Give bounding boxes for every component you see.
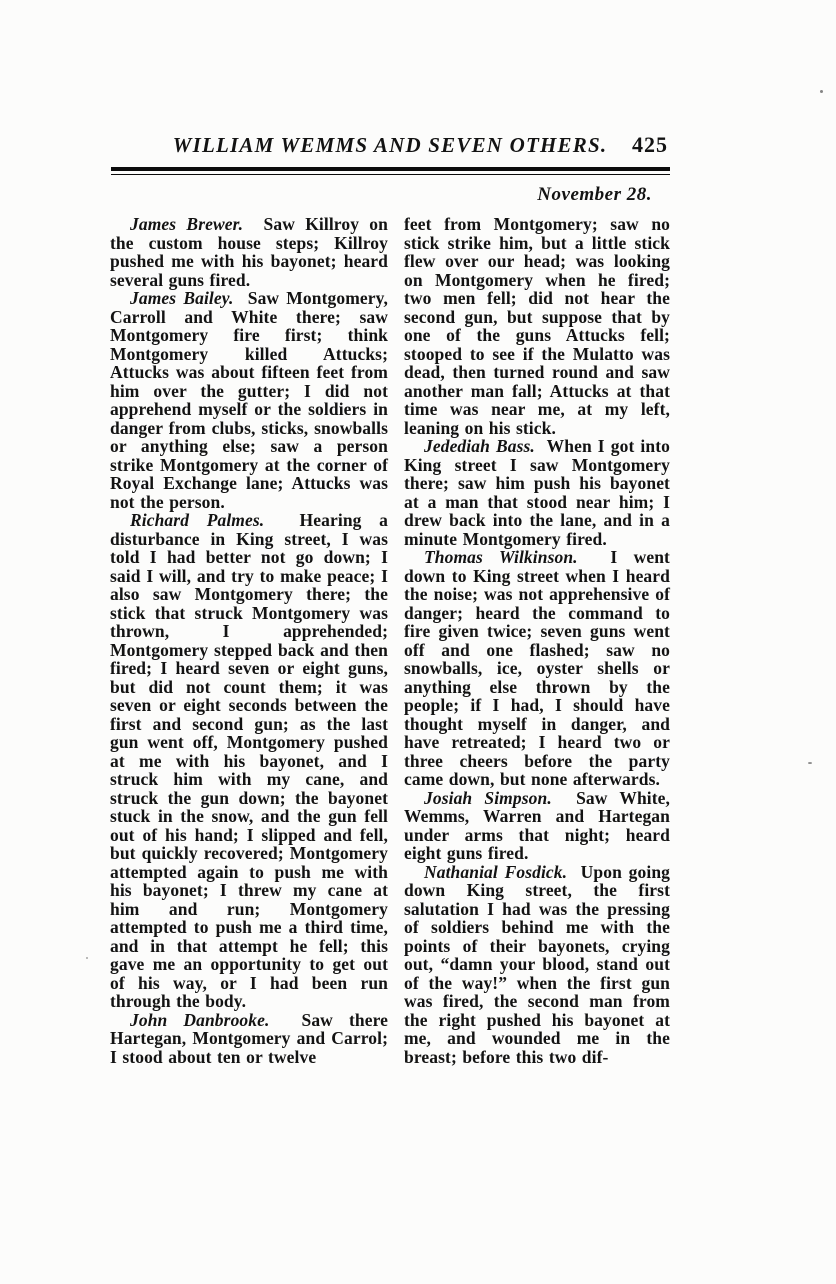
testimony-paragraph: James Brewer. Saw Killroy on the custom house steps; Killroy pushed me with his bayonet; heard several guns fired. (110, 214, 388, 290)
testimony-paragraph: John Danbrooke. Saw there Hartegan, Montgomery and Carrol; I stood about ten or twelve (110, 1009, 388, 1067)
running-header (110, 133, 670, 163)
header-rule (111, 167, 670, 175)
witness-name: James Brewer. (130, 214, 244, 234)
witness-name: James Bailey. (130, 288, 234, 308)
testimony-paragraph: Josiah Simpson. Saw White, Wemms, Warren and Hartegan under arms that night; heard eight guns fired. (404, 787, 671, 863)
witness-name: John Danbrooke. (130, 1009, 270, 1030)
witness-name: Richard Palmes. (130, 510, 265, 530)
witness-name: Josiah Simpson. (424, 787, 552, 808)
witness-name: Thomas Wilkinson. (424, 547, 578, 567)
scan-speck (820, 90, 823, 93)
testimony-paragraph: James Bailey. Saw Montgomery, Carroll and White there; saw Montgomery fire first; think Montgomery killed Attucks; Attucks was about fifteen feet from him over the gutter; I did not apprehend myself or the soldiers in danger from clubs, sticks, snowballs or anything else; saw a person strike Montgomery at the corner of Royal Exchange lane; Attucks was not the person. (110, 288, 389, 512)
testimony-paragraph: feet from Montgomery; saw no stick strike him, but a little stick flew over our head; was looking on Montgomery when he fired; two men fell; did not hear the second gun, but suppose that by one of the guns Attucks fell; stooped to see if the Mulatto was dead, then turned round and saw another man fall; Attucks at that time was near me, at my left, leaning on his stick. (404, 214, 670, 438)
left-column (110, 215, 388, 1066)
page-title: WILLIAM WEMMS AND SEVEN OTHERS. (172, 133, 608, 157)
scan-speck (808, 762, 812, 764)
testimony-paragraph: Richard Palmes. Hearing a disturbance in King street, I was told I had better not go down; I said I will, and try to make peace; I also saw Montgomery there; the stick that struck Montgomery was thrown, I apprehended; Montgomery stepped back and then fired; I heard seven or eight guns, but did not count them; it was seven or eight seconds between the first and second gun; as the last gun went off, Montgomery pushed at me with his bayonet, and I struck him with my cane, and struck the gun down; the bayonet stuck in the snow, and the gun fell out of his hand; I slipped and fell, but quickly recovered; Montgomery attempted again to push me with his bayonet; I threw my cane at him and run; Montgomery attempted to push me a third time, and in that attempt he fell; this gave me an opportunity to get out of his way, or I had been run through the body. (110, 510, 388, 1011)
date-heading: November 28. (537, 184, 652, 205)
witness-name: Jedediah Bass. (424, 436, 535, 456)
testimony-paragraph: Nathanial Fosdick. Upon going down King street, the first salutation I had was the pressing of soldiers behind me with the points of their bayonets, crying out, “damn your blood, stand out of the way!” when the first gun was fired, the second man from the right pushed his bayonet at me, and wounded me in the breast; before this two dif- (404, 861, 670, 1067)
testimony-paragraph: Jedediah Bass. When I got into King street I saw Montgomery there; saw him push his bayonet at a man that stood near him; I drew back into the lane, and in a minute Montgomery fired. (404, 436, 670, 549)
right-column (404, 215, 670, 1066)
witness-name: Nathanial Fosdick. (424, 861, 568, 882)
scan-speck (86, 957, 88, 959)
page-number: 425 (632, 132, 668, 157)
testimony-paragraph: Thomas Wilkinson. I went down to King street when I heard the noise; was not apprehensive of danger; heard the command to fire given twice; seven guns went off and one flashed; saw no snowballs, ice, oyster shells or anything else thrown by the people; if I had, I should have thought myself in danger, and have retreated; I heard two or three cheers before the party came down, but none afterwards. (404, 547, 670, 789)
